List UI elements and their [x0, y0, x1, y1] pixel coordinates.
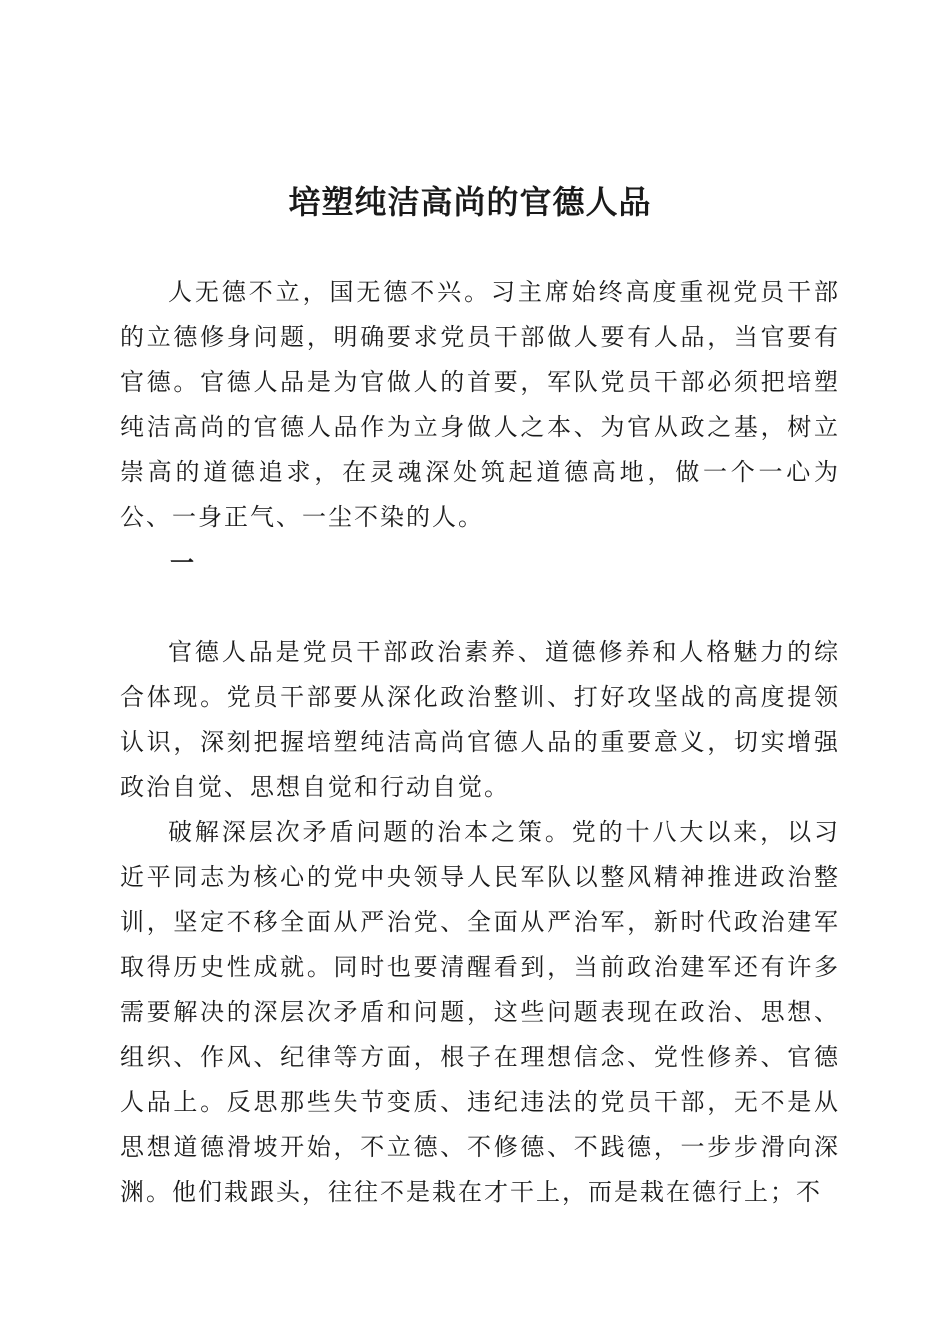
section-paragraph: 官德人品是党员干部政治素养、道德修养和人格魅力的综合体现。党员干部要从深化政治整训、打好攻坚战的高度提领认识，深刻把握培塑纯洁高尚官德人品的重要意义，切实增强政治自觉、思想自觉和行动自觉。: [120, 638, 840, 801]
section-number: 一: [170, 548, 194, 577]
section-paragraph: 破解深层次矛盾问题的治本之策。党的十八大以来，以习近平同志为核心的党中央领导人民军队以整风精神推进政治整训，坚定不移全面从严治党、全面从严治军，新时代政治建军取得历史性成就。同时也要清醒看到，当前政治建军还有许多需要解决的深层次矛盾和问题，这些问题表现在政治、思想、组织、作风、纪律等方面，根子在理想信念、党性修养、官德人品上。反思那些失节变质、违纪违法的党员干部，无不是从思想道德滑坡开始，不立德、不修德、不践德，一步步滑向深渊。他们栽跟头，往往不是栽在才干上，而是栽在德行上；不: [120, 818, 840, 1206]
document-title: 培塑纯洁高尚的官德人品: [288, 183, 652, 221]
document-body: [120, 270, 840, 1215]
intro-paragraph: 人无德不立，国无德不兴。习主席始终高度重视党员干部的立德修身问题，明确要求党员干部做人要有人品，当官要有官德。官德人品是为官做人的首要，军队党员干部必须把培塑纯洁高尚的官德人品作为立身做人之本、为官从政之基，树立崇高的道德追求，在灵魂深处筑起道德高地，做一个一心为公、一身正气、一尘不染的人。: [120, 278, 840, 531]
